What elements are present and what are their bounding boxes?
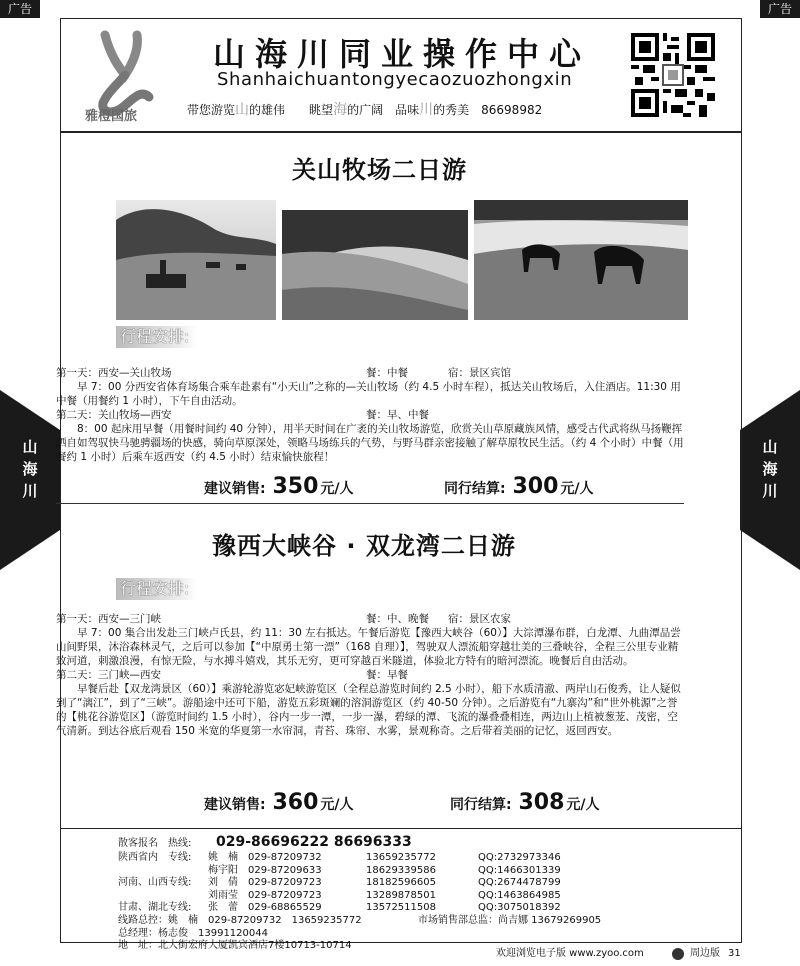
tour1-trade-price: 同行结算: 300 元/人	[444, 474, 594, 499]
tour1-itinerary: 第一天：西安—关山牧场 餐：中餐 宿：景区宾馆 早 7：00 分西安省体育场集合乘车赴素有“小天山”之称的—关山牧场（约 4.5 小时车程），抵达关山牧场后，入住酒店。11:30 用中餐（用餐约 1 小时），下午自由活动。 第二天：关山牧场—西安 餐：早、中餐 8：00 起床用早餐（用餐时间约 40 分钟），用半天时间在广袤的关山牧场游览，欣赏关山草原藏族风情，感受古代武将纵马扬鞭挥洒自如驾驭快马驰骋疆场的快感，骑向草原深处，领略马场练兵的气势，与野马群亲密接触了解草原牧民生活。（约 4 个小时）中餐（用餐约 1 小时）后乘车返西安（约 4.5 小时）结束愉快旅程！	[56, 367, 684, 463]
header	[61, 19, 741, 133]
tour2-title: 豫西大峡谷 · 双龙湾二日游	[212, 532, 516, 560]
side-label-right: 山 海 川	[762, 438, 778, 500]
contact-row: 刘雨莹 029-87209723 13289878501 QQ:1463864985	[208, 889, 561, 901]
zyoo-logo-icon	[672, 948, 684, 960]
tour1-badge: 行程安排:	[116, 326, 197, 348]
footer	[60, 943, 742, 965]
header-title: 山海川同业操作中心	[213, 35, 592, 73]
footer-edition: 周边版	[690, 948, 720, 959]
contact-row: 陕西省内 专线: 姚 楠 029-87209732 13659235772 QQ:2732973346	[118, 852, 561, 863]
ad-label-left: 广告	[0, 0, 40, 18]
tour2-trade-price: 同行结算: 308 元/人	[450, 790, 600, 815]
ad-label-right: 广告	[760, 0, 800, 18]
tour1-suggest-price: 建议销售: 350 元/人	[204, 474, 354, 499]
photo-horse-riders	[116, 200, 276, 320]
photo-grassland	[282, 210, 468, 320]
contacts-divider	[60, 828, 742, 829]
contacts	[60, 836, 742, 953]
tour2-suggest-price: 建议销售: 360 元/人	[204, 790, 354, 815]
manager-row: 总经理：杨志俊 13991120044	[118, 927, 268, 939]
contact-row: 梅宇阳 029-87209633 18629339586 QQ:1466301339	[208, 864, 561, 876]
contact-row: 甘肃、湖北专线: 张 蕾 029-68865529 13572511508 QQ:3075018392	[118, 902, 561, 914]
page-number: 31	[728, 948, 741, 959]
header-slogan: 带您游览山的雄伟 眺望海的广阔 品味川的秀美 86698982	[187, 102, 543, 118]
qr-code-icon[interactable]	[631, 33, 715, 117]
photo-horses-grazing	[474, 200, 688, 320]
tour2-badge: 行程安排:	[116, 578, 197, 600]
side-label-left: 山 海 川	[22, 438, 38, 500]
footer-welcome: 欢迎浏览电子版 www.zyoo.com	[496, 948, 644, 959]
address-row: 地 址：北大街宏府大厦凯宾酒店7楼10713-10714	[118, 940, 352, 952]
contact-list	[118, 852, 742, 953]
contact-row: 河南、山西专线: 刘 倩 029-87209723 18182596605 QQ:2674478799	[118, 877, 561, 889]
tour1-title: 关山牧场二日游	[292, 156, 467, 184]
tour2-itinerary: 第一天：西安—三门峡 餐：中、晚餐 宿：景区农家 早 7：00 集合出发赴三门峡卢氏县，约 11：30 左右抵达。午餐后游览【豫西大峡谷（60）】大淙潭瀑布群，白龙潭、九曲潭品尝山间野果，沐浴森林灵气，之后可以参加【“中原勇士第一漂”（168 自理）】，驾驶双人漂流船穿越壮美的三叠峡谷，全程三公里专业精致河道，刺激浪漫，有惊无险，与水搏斗嬉戏，其乐无穷，更可穿越百米隧道，体验北方特有的暗河漂流。晚餐后自由活动。 第二天：三门峡—西安 餐：早餐 早餐后赴【双龙湾景区（60）】乘游轮游览宓妃峡游览区（全程总游览时间约 2.5 小时），船下水质清澈、两岸山石俊秀，让人疑似到了“漓江”，到了“三峡”。游船途中还可下船，游览五彩斑斓的溶洞游览区（约 40-50 分钟）。之后游览有“九寨沟”和“世外桃源”之誉的【桃花谷游览区】（游览时间约 1.5 小时），谷内一步一潭，一步一瀑，碧绿的潭、飞流的瀑叠叠相连，两边山上植被葱茏、茂密，空气清新。到达谷底后观看 150 米宽的华夏第一水帘洞，青苔、珠帘、水雾，景观称奇。之后带着美丽的记忆，返回西安。	[56, 613, 681, 737]
director-row: 线路总控：姚 楠 029-87209732 13659235772 市场销售部总监：尚吉娜 13679269905	[118, 914, 602, 926]
header-pinyin: Shanhaichuantongyecaozuozhongxin	[217, 69, 573, 90]
section-divider	[56, 503, 684, 504]
hotline-row: 散客报名 热线: 029-86696222 86696333	[118, 834, 412, 850]
logo-text: 雅橙国旅	[85, 109, 138, 124]
